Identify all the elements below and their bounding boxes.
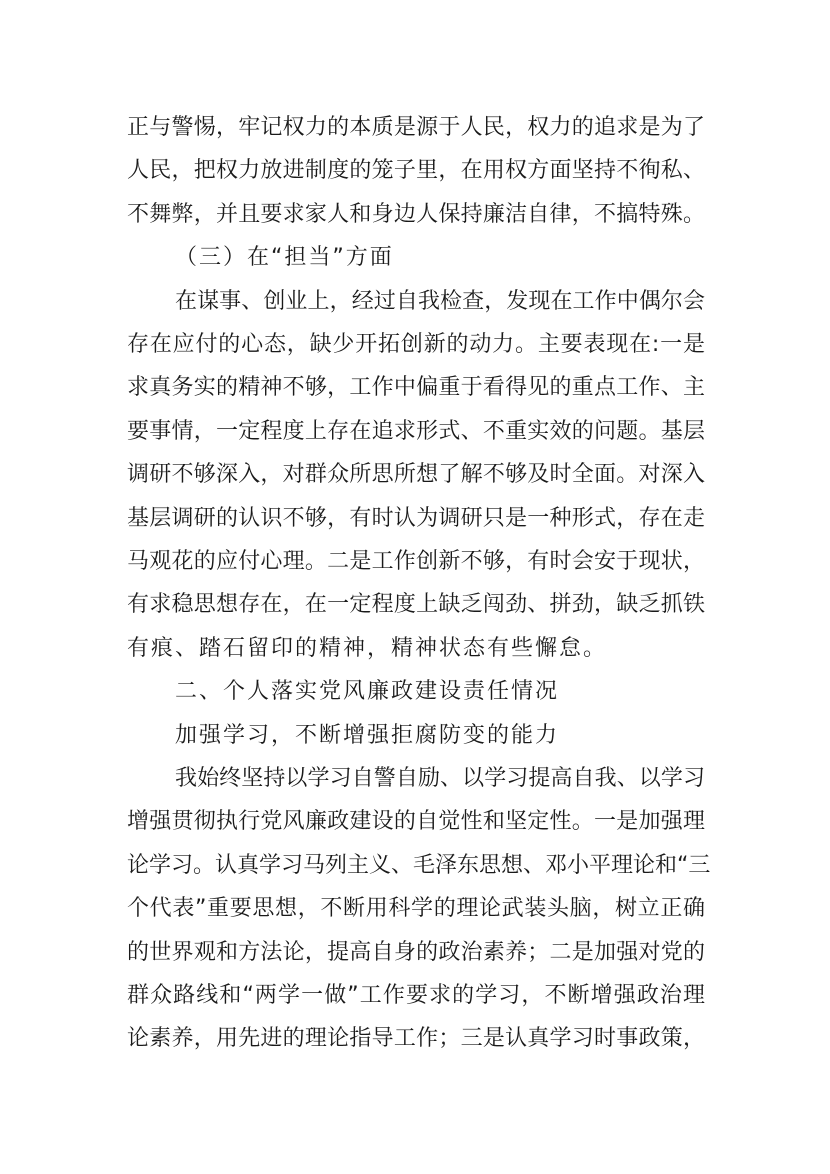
text-line: 不舞弊，并且要求家人和身边人保持廉洁自律，不搞特殊。 <box>127 201 705 227</box>
text-line: 人民，把权力放进制度的笼子里，在用权方面坚持不徇私、 <box>127 158 705 184</box>
text-line: 基层调研的认识不够，有时认为调研只是一种形式，存在走 <box>127 505 705 531</box>
text-line: 马观花的应付心理。二是工作创新不够，有时会安于现状， <box>127 549 705 574</box>
section-heading: 加强学习，不断增强拒腐防变的能力 <box>175 722 560 748</box>
text-line: 正与警惕，牢记权力的本质是源于人民，权力的追求是为了 <box>127 115 705 140</box>
text-line: 在谋事、创业上，经过自我检查，发现在工作中偶尔会 <box>175 288 705 314</box>
text-line: 有痕、踏石留印的精神，精神状态有些懈怠。 <box>127 635 608 661</box>
text-line: 论素养，用先进的理论指导工作；三是认真学习时事政策， <box>127 1026 705 1052</box>
text-line: 要事情，一定程度上存在追求形式、不重实效的问题。基层 <box>127 418 705 444</box>
text-line: 的世界观和方法论，提高自身的政治素养；二是加强对党的 <box>127 939 705 965</box>
text-line: 调研不够深入，对群众所思所想了解不够及时全面。对深入 <box>127 462 705 488</box>
text-line: 群众路线和“两学一做”工作要求的学习，不断增强政治理 <box>127 983 705 1008</box>
text-line: 我始终坚持以学习自警自励、以学习提高自我、以学习 <box>175 766 705 791</box>
text-line: 存在应付的心态，缺少开拓创新的动力。主要表现在:一是 <box>127 332 705 357</box>
text-line: 增强贯彻执行党风廉政建设的自觉性和坚定性。一是加强理 <box>127 809 705 835</box>
text-line: 有求稳思想存在，在一定程度上缺乏闯劲、拼劲，缺乏抓铁 <box>127 592 705 618</box>
text-line: 论学习。认真学习马列主义、毛泽东思想、邓小平理论和“三 <box>127 852 711 878</box>
section-heading: （三）在“担当”方面 <box>175 245 394 271</box>
text-line: 求真务实的精神不够，工作中偏重于看得见的重点工作、主 <box>127 375 705 401</box>
section-heading: 二、个人落实党风廉政建设责任情况 <box>175 679 560 705</box>
text-line: 个代表”重要思想，不断用科学的理论武装头脑，树立正确 <box>127 896 705 922</box>
